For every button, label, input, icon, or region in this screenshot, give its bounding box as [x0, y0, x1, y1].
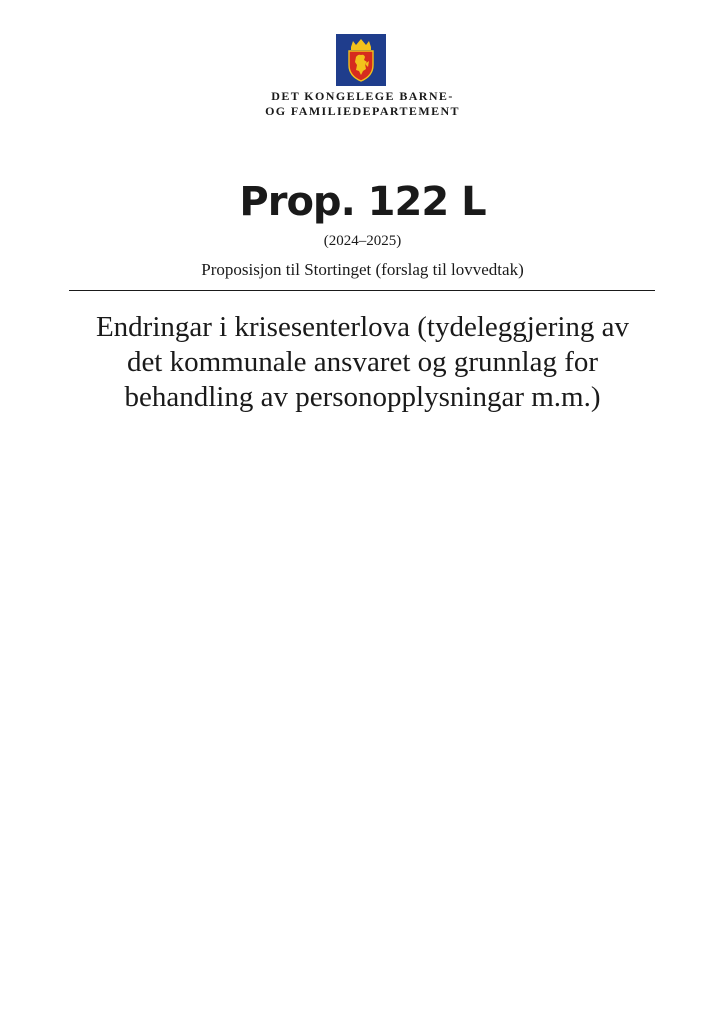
document-title-line: behandling av personopplysningar m.m.)	[124, 381, 601, 413]
document-title	[60, 310, 665, 415]
proposition-number: Prop. 122 L	[239, 179, 486, 225]
document-title-line: Endringar i krisesenterlova (tydeleggjering av	[95, 311, 630, 343]
norwegian-coat-of-arms-icon	[336, 34, 386, 86]
ministry-name-line-1: DET KONGELEGE BARNE-	[271, 89, 454, 103]
coat-of-arms-logo	[336, 34, 386, 86]
document-subtitle: Proposisjon til Stortinget (forslag til lovvedtak)	[201, 260, 524, 279]
parliamentary-session: (2024–2025)	[323, 233, 402, 249]
ministry-name-line-2: OG FAMILIEDEPARTEMENT	[265, 104, 460, 118]
divider	[69, 290, 655, 291]
document-title-line: det kommunale ansvaret og grunnlag for	[126, 346, 599, 378]
